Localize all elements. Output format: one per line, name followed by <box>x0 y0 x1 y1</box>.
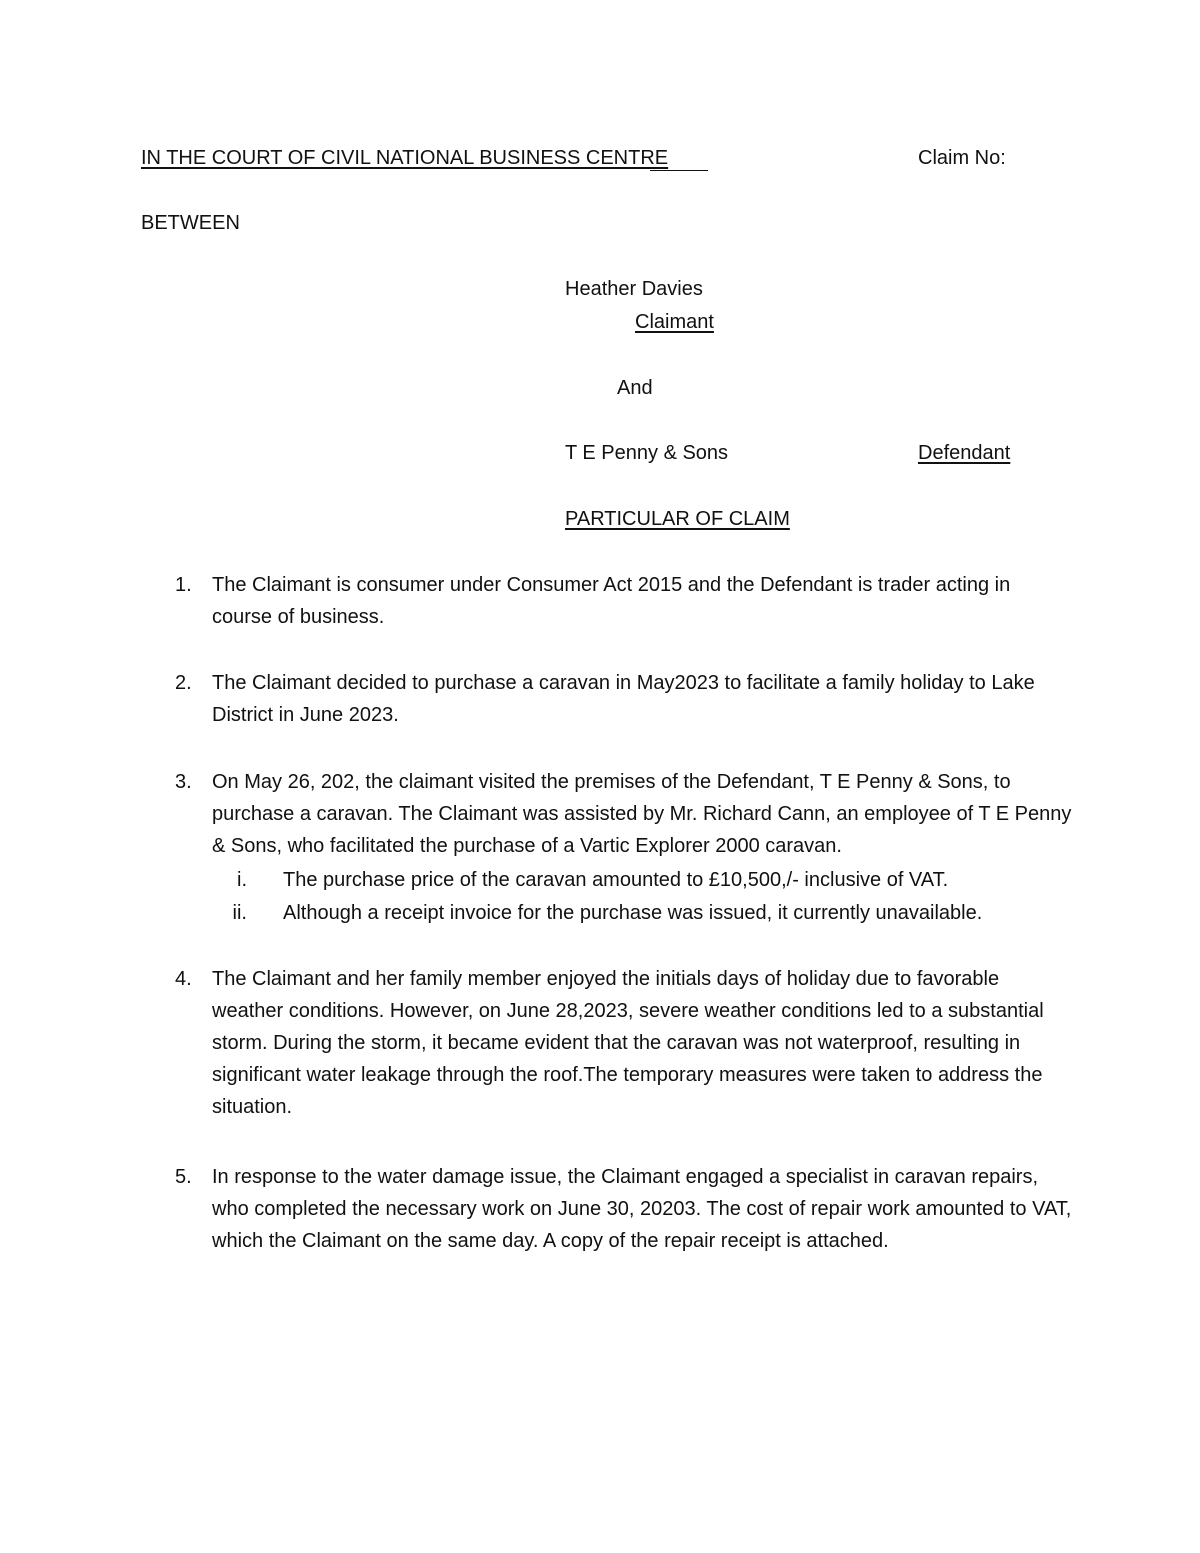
paragraph-number: 4. <box>175 968 192 990</box>
claim-paragraph <box>175 667 1072 731</box>
defendant-role: Defendant <box>918 442 1011 464</box>
claim-subparagraph <box>232 897 983 929</box>
paragraph-number: 3. <box>175 771 192 793</box>
paragraph-text: The Claimant is consumer under Consumer Act 2015 and the Defendant is trader acting in course of business. <box>212 574 1011 628</box>
paragraph-text: The Claimant decided to purchase a caravan in May2023 to facilitate a family holiday to Lake District in June 2023. <box>212 672 1035 726</box>
paragraph-text: On May 26, 202, the claimant visited the premises of the Defendant, T E Penny & Sons, to purchase a caravan. The Claimant was assisted by Mr. Richard Cann, an employee of T E Penny & Sons, who facilitated the purchase of a Vartic Explorer 2000 caravan. <box>212 771 1072 857</box>
claim-no-label: Claim No: <box>918 147 1006 169</box>
claim-subparagraph <box>237 864 949 896</box>
subparagraph-text: Although a receipt invoice for the purchase was issued, it currently unavailable. <box>283 902 983 924</box>
paragraph-text: In response to the water damage issue, the Claimant engaged a specialist in caravan repairs, who completed the necessary work on June 30, 20203. The cost of repair work amounted to VAT, which the Claimant on the same day. A copy of the repair receipt is attached. <box>212 1166 1072 1252</box>
paragraph-number: 2. <box>175 672 192 694</box>
claimant-name: Heather Davies <box>565 278 703 300</box>
subparagraph-number: i. <box>237 869 247 891</box>
claim-paragraph <box>175 963 1072 1123</box>
claimant-role: Claimant <box>635 311 714 333</box>
subparagraph-number: ii. <box>232 902 247 924</box>
paragraph-text: The Claimant and her family member enjoyed the initials days of holiday due to favorable weather conditions. However, on June 28,2023, severe weather conditions led to a substantial storm. During the storm, it became evident that the caravan was not waterproof, resulting in significant water leakage through the roof.The temporary measures were taken to address the situation. <box>212 968 1044 1118</box>
paragraph-number: 1. <box>175 574 192 596</box>
claim-paragraph <box>175 1161 1072 1257</box>
between-label: BETWEEN <box>141 212 240 234</box>
claim-paragraph <box>175 569 1072 633</box>
paragraph-number: 5. <box>175 1166 192 1188</box>
particulars-heading: PARTICULAR OF CLAIM <box>565 508 790 530</box>
court-title-blank-line <box>650 142 708 171</box>
claim-paragraph <box>175 766 1072 862</box>
and-label: And <box>617 377 653 399</box>
subparagraph-text: The purchase price of the caravan amounted to £10,500,/- inclusive of VAT. <box>283 869 949 891</box>
defendant-name: T E Penny & Sons <box>565 442 729 464</box>
court-title: IN THE COURT OF CIVIL NATIONAL BUSINESS CENTRE <box>141 147 669 169</box>
